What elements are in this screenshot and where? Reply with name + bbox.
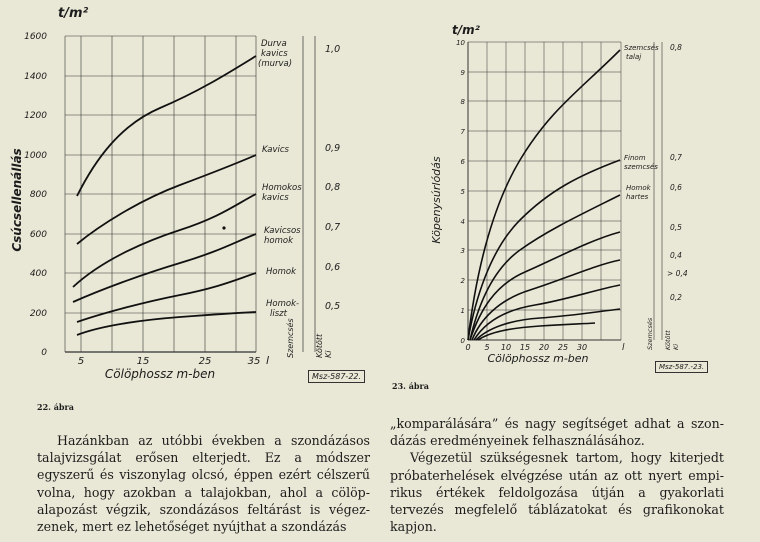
- standard-stamp: Msz-587-22.: [308, 370, 365, 383]
- curve-label: liszt: [270, 309, 287, 319]
- y-tick-label: 2: [460, 277, 465, 285]
- y-tick-label: 1000: [24, 151, 47, 161]
- x-axis-title: Cölöphossz m-ben: [487, 352, 589, 365]
- curve-label: Durva: [261, 39, 287, 49]
- x-axis-title: Cölöphossz m-ben: [104, 367, 216, 381]
- curve-label: hartes: [626, 193, 649, 201]
- rotated-label: Ki: [672, 343, 680, 350]
- y-tick-label: 4: [460, 218, 465, 226]
- curve-label: Homok-: [266, 299, 300, 309]
- rotated-label: Kötött: [664, 330, 672, 350]
- rotated-label: Kötött: [315, 333, 324, 358]
- curve-label: Kavics: [262, 145, 289, 155]
- x-tick-label: 10: [500, 343, 512, 352]
- x-tick-label: 35: [247, 356, 261, 367]
- y-tick-label: 200: [29, 309, 47, 319]
- y-tick-label: 1200: [24, 111, 47, 121]
- paragraph: Hazánkban az utóbbi években a szondázásos talajvizsgálat erősen elterjedt. Ez a módszer egyszerű és viszonylag olcsó, éppen ezért célszerű volna, hogy azokban a talajokban, ahol a cölöp-alapozást végzik, szondázásos feltárást is végez-zenek, mert ez lehetőséget nyújthat a szondázás: [37, 433, 370, 535]
- x-tick-label: 15: [136, 356, 150, 367]
- unit-label: t/m²: [58, 6, 89, 21]
- rotated-label: Ki: [324, 350, 333, 358]
- x-tick-label: 15: [519, 343, 531, 352]
- y-axis-title: Köpenysúrlódás: [430, 156, 443, 244]
- x-end-label: l: [266, 354, 270, 367]
- curve-label: Homokos: [262, 183, 302, 193]
- curve-label: Homok: [266, 267, 296, 277]
- curve-durva-kavics: [77, 56, 256, 196]
- unit-label: t/m²: [452, 23, 480, 37]
- x-tick-label: 30: [576, 343, 588, 352]
- rotated-label: Szemcsés: [286, 318, 295, 358]
- x-tick-label: 5: [484, 343, 490, 352]
- x-tick-label: 0: [465, 343, 471, 352]
- curve-label: szemcsés: [624, 163, 658, 171]
- ratio-label: 0,7: [325, 222, 341, 233]
- y-tick-label: 400: [29, 269, 47, 279]
- y-tick-label: 1400: [24, 72, 47, 82]
- curve-4: [470, 232, 620, 340]
- y-tick-label: 1: [460, 307, 465, 315]
- curve-label: talaj: [626, 53, 642, 61]
- ratio-label: 0,8: [325, 182, 341, 193]
- curve-label: homok: [264, 236, 293, 246]
- figure-caption: 22. ábra: [37, 402, 74, 412]
- y-tick-label: 600: [29, 230, 47, 240]
- y-tick-label: 800: [29, 190, 47, 200]
- curve-label: kavics: [262, 193, 289, 203]
- y-tick-label: 5: [460, 188, 465, 196]
- ratio-label: 0,5: [670, 223, 682, 232]
- y-tick-label: 0: [460, 337, 465, 345]
- curve-8: [478, 323, 595, 340]
- ratio-label: 0,5: [325, 301, 341, 312]
- curve-label: Finom: [624, 154, 646, 162]
- x-tick-label: 20: [538, 343, 550, 352]
- y-tick-label: 0: [41, 348, 47, 358]
- curve-homokliszt: [77, 312, 256, 335]
- curve-homok: [77, 273, 256, 322]
- y-tick-label: 9: [460, 69, 465, 77]
- y-tick-label: 7: [460, 128, 465, 136]
- curve-kavics: [77, 155, 256, 244]
- standard-stamp: Msz-587.-23.: [655, 361, 708, 373]
- curve-label: kavics: [261, 49, 288, 59]
- y-axis-title: Csúcsellenállás: [10, 148, 24, 252]
- x-tick-label: 25: [557, 343, 569, 352]
- figure-caption: 23. ábra: [392, 381, 429, 391]
- x-end-label: l: [622, 343, 625, 353]
- y-tick-label: 6: [460, 158, 465, 166]
- y-tick-label: 10: [456, 39, 465, 47]
- ratio-label: 1,0: [325, 44, 341, 55]
- x-tick-label: 25: [198, 356, 212, 367]
- paragraph: „komparálására” és nagy segítséget adhat a szon-dázás eredményeinek felhasználásához.: [390, 416, 724, 449]
- curve-label: Szemcsés: [624, 44, 659, 52]
- rotated-label: Szemcsés: [646, 317, 654, 350]
- ratio-label: > 0,4: [667, 269, 688, 278]
- curve-label: (murva): [258, 59, 293, 69]
- y-tick-label: 3: [460, 247, 465, 255]
- ratio-label: 0,7: [670, 153, 682, 162]
- y-tick-label: 1600: [24, 32, 47, 42]
- curve-label: Homok: [626, 184, 651, 192]
- x-tick-label: 5: [77, 356, 85, 367]
- ratio-label: 0,9: [325, 143, 341, 154]
- ratio-label: 0,2: [670, 293, 682, 302]
- ratio-label: 0,6: [325, 262, 341, 273]
- figure-23-chart: [380, 0, 760, 400]
- ratio-label: 0,6: [670, 183, 682, 192]
- curve-label: Kavicsos: [264, 226, 301, 236]
- ratio-label: 0,4: [670, 251, 682, 260]
- figure-22-chart: [0, 0, 380, 420]
- ratio-label: 0,8: [670, 43, 682, 52]
- curve-kavicsos-homok: [73, 234, 256, 302]
- text-column-left: [37, 432, 370, 535]
- y-tick-label: 8: [460, 98, 465, 106]
- text-column-right: [390, 415, 724, 535]
- curve-7: [476, 309, 620, 340]
- paragraph: Végezetül szükségesnek tartom, hogy kiterjedt próbaterhelések elvégzése után az ott nyert empi-rikus értékek feldolgozása útján a gyakorlati tervezés megfelelő táblázatokat és grafikonokat kapjon.: [390, 450, 724, 535]
